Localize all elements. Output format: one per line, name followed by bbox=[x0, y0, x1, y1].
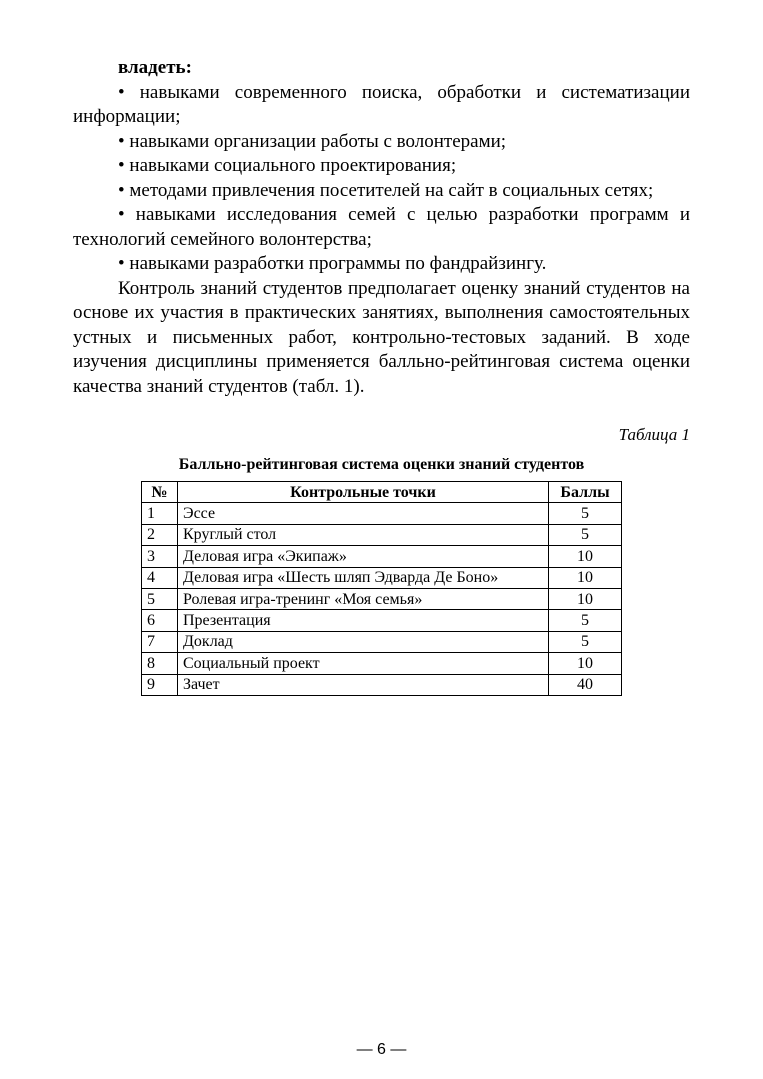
page-number: — 6 — bbox=[356, 1041, 407, 1058]
row-points: 5 bbox=[549, 610, 622, 631]
row-checkpoint: Круглый стол bbox=[178, 524, 549, 545]
row-number: 5 bbox=[142, 588, 178, 609]
header-checkpoints: Контрольные точки bbox=[178, 482, 549, 503]
row-points: 5 bbox=[549, 524, 622, 545]
row-points: 10 bbox=[549, 588, 622, 609]
table-row bbox=[142, 631, 622, 652]
row-points: 10 bbox=[549, 567, 622, 588]
row-number: 8 bbox=[142, 653, 178, 674]
list-item: • навыками социального проектирования; bbox=[118, 155, 457, 176]
row-checkpoint: Социальный проект bbox=[178, 653, 549, 674]
table-row bbox=[142, 610, 622, 631]
row-checkpoint: Деловая игра «Экипаж» bbox=[178, 546, 549, 567]
list-item: • навыками исследования семей с целью разработки программ и технологий семейного волонтерства; bbox=[73, 204, 690, 250]
row-number: 4 bbox=[142, 567, 178, 588]
table-caption: Таблица 1 bbox=[618, 425, 690, 444]
row-checkpoint: Ролевая игра-тренинг «Моя семья» bbox=[178, 588, 549, 609]
row-points: 5 bbox=[549, 631, 622, 652]
list-item: • методами привлечения посетителей на сайт в социальных сетях; bbox=[118, 179, 654, 201]
row-checkpoint: Презентация bbox=[178, 610, 549, 631]
row-number: 9 bbox=[142, 674, 178, 695]
table-row bbox=[142, 524, 622, 545]
section-lead: владеть: bbox=[118, 57, 192, 78]
header-points: Баллы bbox=[549, 482, 622, 503]
row-checkpoint: Зачет bbox=[178, 674, 549, 695]
list-item: • навыками современного поиска, обработки и систематизации информации; bbox=[73, 81, 690, 127]
table-row bbox=[142, 588, 622, 609]
list-item: • навыками организации работы с волонтерами; bbox=[118, 130, 507, 152]
row-checkpoint: Эссе bbox=[178, 503, 549, 524]
row-points: 10 bbox=[549, 653, 622, 674]
body-paragraph: Контроль знаний студентов предполагает оценку знаний студентов на основе их участия в практических занятиях, выполнения самостоятельных устных и письменных работ, контрольно-тестовых заданий. В ходе изучения дисциплины применяется балльно-рейтинговая система оценки качества знаний студентов (табл. 1). bbox=[73, 277, 690, 397]
table-row bbox=[142, 674, 622, 695]
row-points: 5 bbox=[549, 503, 622, 524]
list-item: • навыками разработки программы по фандрайзингу. bbox=[118, 253, 547, 274]
row-number: 7 bbox=[142, 631, 178, 652]
table-row bbox=[142, 546, 622, 567]
body-text bbox=[73, 56, 690, 399]
row-number: 3 bbox=[142, 546, 178, 567]
table-row bbox=[142, 503, 622, 524]
row-number: 1 bbox=[142, 503, 178, 524]
header-number: № bbox=[142, 482, 178, 503]
table-row bbox=[142, 567, 622, 588]
grades-table bbox=[141, 481, 622, 696]
row-points: 40 bbox=[549, 674, 622, 695]
row-points: 10 bbox=[549, 546, 622, 567]
table-row bbox=[142, 653, 622, 674]
row-number: 2 bbox=[142, 524, 178, 545]
table-header-row bbox=[142, 482, 622, 503]
row-number: 6 bbox=[142, 610, 178, 631]
row-checkpoint: Деловая игра «Шесть шляп Эдварда Де Боно» bbox=[178, 567, 549, 588]
table-title: Балльно-рейтинговая система оценки знаний студентов bbox=[178, 456, 585, 473]
row-checkpoint: Доклад bbox=[178, 631, 549, 652]
